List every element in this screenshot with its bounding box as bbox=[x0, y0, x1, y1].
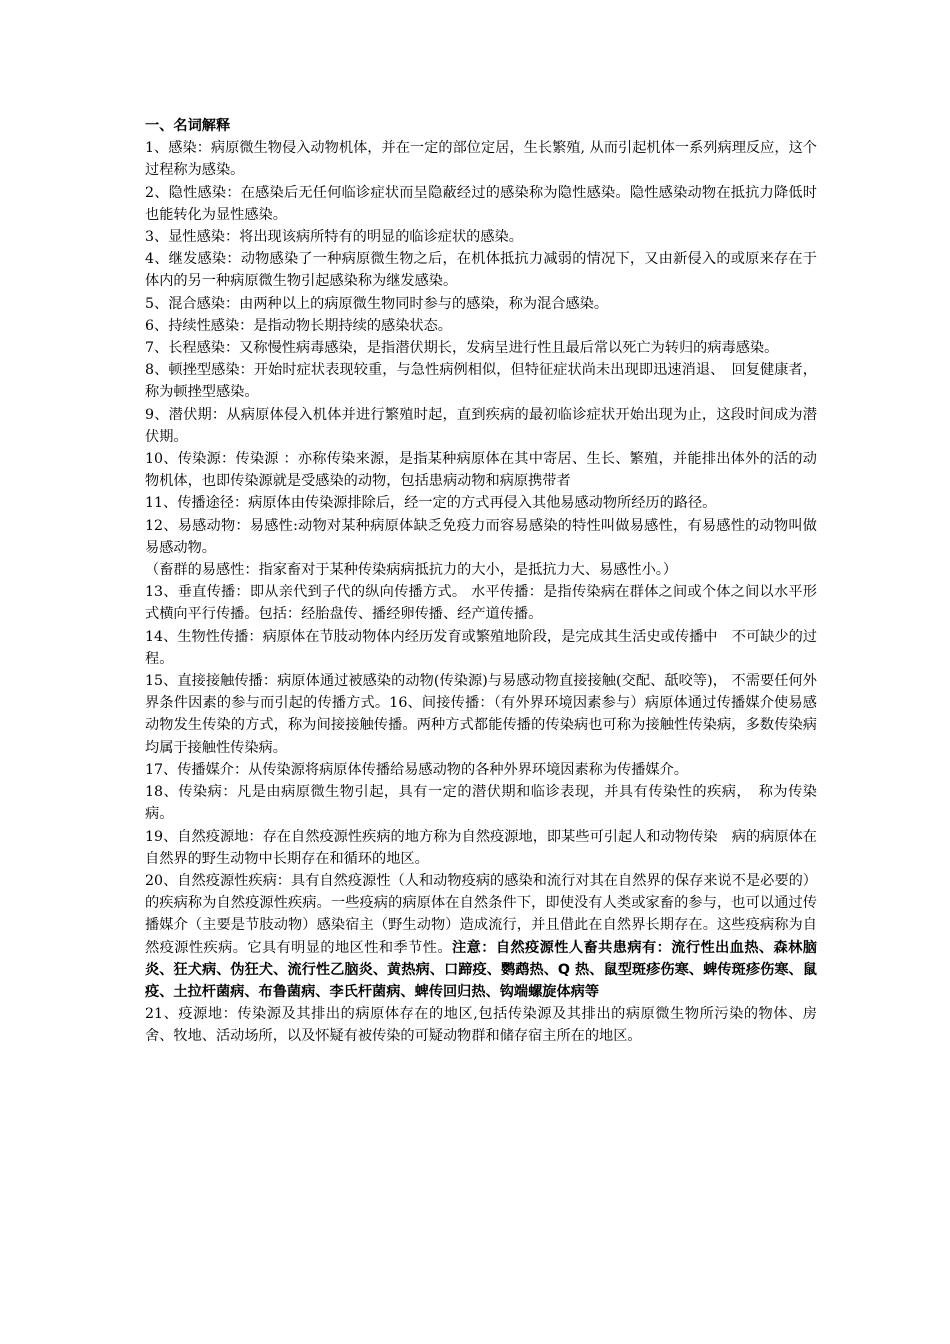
entry-20 bbox=[145, 870, 817, 1003]
entry-11: 11、传播途径：病原体由传染源排除后，经一定的方式再侵入其他易感动物所经历的路径。 bbox=[145, 495, 717, 512]
entry-4: 4、继发感染：动物感染了一种病原微生物之后，在机体抵抗力减弱的情况下，又由新侵入的或原来存在于体内的另一种病原微生物引起感染称为继发感染。 bbox=[145, 251, 817, 290]
entry-3: 3、显性感染：将出现该病所特有的明显的临诊症状的感染。 bbox=[145, 229, 523, 246]
entry-6: 6、持续性感染：是指动物长期持续的感染状态。 bbox=[145, 317, 452, 334]
entry-7: 7、长程感染：又称慢性病毒感染，是指潜伏期长，发病呈进行性且最后常以死亡为转归的病毒感染。 bbox=[145, 340, 779, 357]
document-page bbox=[145, 115, 817, 1048]
entry-14: 14、生物性传播：病原体在节肢动物体内经历发育或繁殖地阶段，是完成其生活史或传播中 不可缺少的过程。 bbox=[145, 628, 817, 667]
entry-9: 9、潜伏期：从病原体侵入机体并进行繁殖时起，直到疾病的最初临诊症状开始出现为止，这段时间成为潜伏期。 bbox=[145, 406, 817, 445]
entry-2: 2、隐性感染：在感染后无任何临诊症状而呈隐蔽经过的感染称为隐性感染。隐性感染动物在抵抗力降低时也能转化为显性感染。 bbox=[145, 184, 817, 223]
entry-12: 12、易感动物：易感性:动物对某种病原体缺乏免疫力而容易感染的特性叫做易感性，有易感性的动物叫做易感动物。 bbox=[145, 517, 817, 556]
entry-12-note: （畜群的易感性：指家畜对于某种传染病病抵抗力的大小，是抵抗力大、易感性小。） bbox=[145, 562, 678, 579]
entry-20-bold-note: 注意：自然疫源性人畜共患病有：流行性出血热、森林脑炎、狂犬病、伪狂犬、流行性乙脑炎、黄热病、口蹄疫、鹦鹉热、Q 热、鼠型斑疹伤寒、蜱传斑疹伤寒、鼠疫、土拉杆菌病、布鲁菌病、李氏杆菌病、蜱传回归热、钩端螺旋体病等 bbox=[145, 939, 817, 1000]
entry-13: 13、垂直传播：即从亲代到子代的纵向传播方式。 水平传播：是指传染病在群体之间或个体之间以水平形式横向平行传播。包括：经胎盘传、播经卵传播、经产道传播。 bbox=[145, 584, 817, 623]
entry-17: 17、传播媒介：从传染源将病原体传播给易感动物的各种外界环境因素称为传播媒介。 bbox=[145, 761, 688, 778]
entry-10: 10、传染源：传染源 ：亦称传染来源，是指某种病原体在其中寄居、生长、繁殖，并能排出体外的活的动物机体，也即传染源就是受感染的动物，包括患病动物和病原携带者 bbox=[145, 451, 817, 490]
entry-18: 18、传染病：凡是由病原微生物引起，具有一定的潜伏期和临诊表现，并具有传染性的疾病， 称为传染病。 bbox=[145, 784, 817, 823]
entry-5: 5、混合感染：由两种以上的病原微生物同时参与的感染，称为混合感染。 bbox=[145, 295, 609, 312]
entry-20-text: 20、自然疫源性疾病：具有自然疫源性（人和动物疫病的感染和流行对其在自然界的保存来说不是必要的）的疾病称为自然疫源性疾病。一些疫病的病原体在自然条件下，即使没有人类或家畜的参与，也可以通过传播媒介（主要是节肢动物）感染宿主（野生动物）造成流行，并且借此在自然界长期存在。这些疫病称为自然疫源性疾病。它具有明显的地区性和季节性。 bbox=[145, 872, 817, 956]
entry-8: 8、顿挫型感染：开始时症状表现较重，与急性病例相似，但特征症状尚未出现即迅速消退、 回复健康者，称为顿挫型感染。 bbox=[145, 362, 817, 401]
entry-19: 19、自然疫源地：存在自然疫源性疾病的地方称为自然疫源地，即某些可引起人和动物传染 病的病原体在自然界的野生动物中长期存在和循环的地区。 bbox=[145, 828, 817, 867]
entry-21: 21、疫源地：传染源及其排出的病原体存在的地区,包括传染源及其排出的病原微生物所污染的物体、房舍、牧地、活动场所，以及怀疑有被传染的可疑动物群和储存宿主所在的地区。 bbox=[145, 1006, 817, 1045]
entry-15-16: 15、直接接触传播：病原体通过被感染的动物(传染源)与易感动物直接接触(交配、舐咬等)， 不需要任何外界条件因素的参与而引起的传播方式。16、间接传播：（有外界环境因素参与）病原体通过传播媒介使易感动物发生传染的方式，称为间接接触传播。两种方式都能传播的传染病也可称为接触性传染病，多数传染病均属于接触性传染病。 bbox=[145, 673, 817, 756]
entry-1: 1、感染：病原微生物侵入动物机体，并在一定的部位定居，生长繁殖, 从而引起机体一系列病理反应，这个过程称为感染。 bbox=[145, 140, 817, 179]
section-title: 一、名词解释 bbox=[145, 118, 231, 134]
